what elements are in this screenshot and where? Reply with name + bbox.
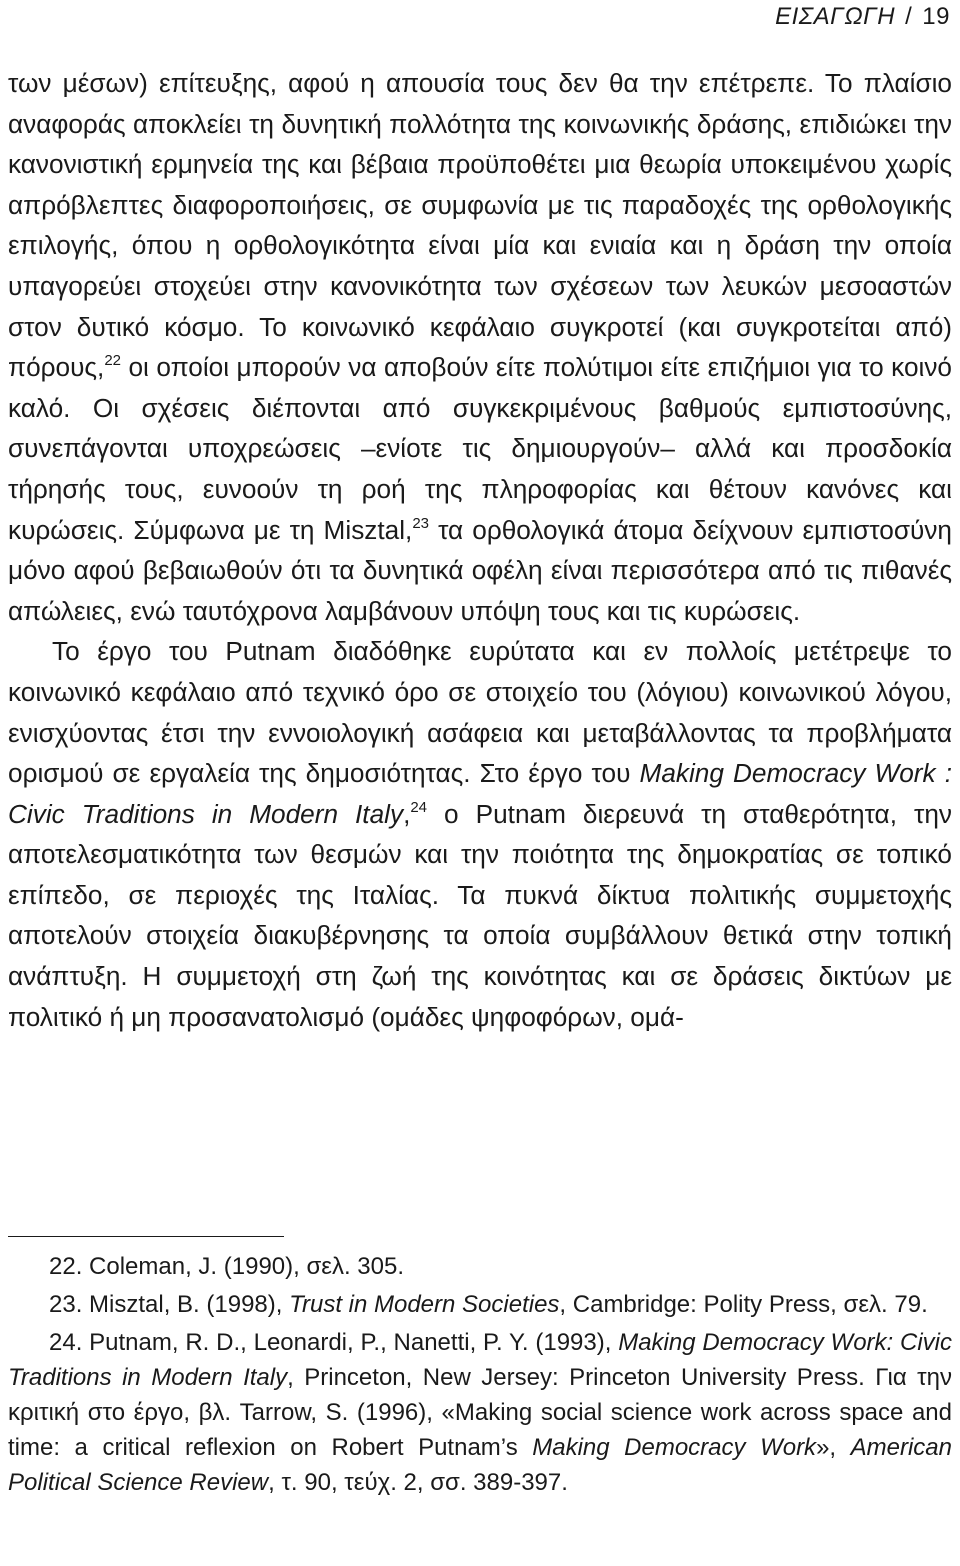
- footnote-24-text-c: »,: [816, 1434, 851, 1461]
- footnote-24-title-2: Making Democracy Work: [532, 1434, 817, 1461]
- footnote-ref-23: 23: [412, 514, 429, 532]
- footnote-22: [8, 1249, 952, 1284]
- paragraph-2: [8, 631, 952, 1037]
- paragraph-1-text-a: των μέσων) επίτευξης, αφού η απουσία τους δεν θα την επέτρεπε. Το πλαίσιο αναφοράς αποκλείει τη δυνητική πολλότητα της κοινωνικής δράσης, επιδιώκει την κανονιστική ερμηνεία της και βέβαια προϋποθέτει μια θεωρία υποκειμένου χωρίς απρόβλεπτες διαφοροποιήσεις, σε συμφωνία με τις παραδοχές της ορθολογικής επιλογής, όπου η ορθολογικότητα είναι μία και ενιαία και η δράση την οποία υπαγορεύει στοχεύει στην κανονικότητα των σχέσεων των λευκών μεσοαστών στον δυτικό κόσμο. Το κοινωνικό κεφάλαιο συγκροτεί (και συγκροτείται από) πόρους,: [8, 68, 952, 383]
- paragraph-1-text-b: οι οποίοι μπορούν να αποβούν είτε πολύτιμοι είτε επιζήμιοι για το κοινό καλό. Οι σχέσεις διέπονται από συγκεκριμένους βαθμούς εμπιστοσύνης, συνεπάγονται υποχρεώσεις –ενίοτε τις δημιουργούν– αλλά και προσδοκία τήρησής τους, ευνοούν τη ροή της πληροφορίας και θέτουν κανόνες και κυρώσεις. Σύμφωνα με τη Misztal,: [8, 352, 952, 545]
- paragraph-2-comma: ,: [403, 798, 411, 829]
- footnote-ref-24: 24: [410, 798, 428, 816]
- header-section-title: ΕΙΣΑΓΩΓΗ: [775, 3, 896, 30]
- book-title: Making Democracy Work : Civic Traditions in Modern Italy: [8, 758, 952, 829]
- footnote-ref-22: 22: [104, 352, 121, 370]
- footnote-24-title-1: Making Democracy Work: Civic Traditions in Modern Italy: [8, 1329, 952, 1391]
- paragraph-1-text-c: τα ορθολογικά άτομα δείχνουν εμπιστοσύνη μόνο αφού βεβαιωθούν ότι τα δυνητικά οφέλη είναι περισσότερα από τις πιθανές απώλειες, ενώ ταυτόχρονα λαμβάνουν υπόψη τους και τις κυρώσεις.: [8, 514, 952, 626]
- body-text: [8, 63, 952, 1037]
- footnotes: [8, 1249, 952, 1500]
- page-number: 19: [922, 3, 950, 30]
- footnote-24-text-a: 24. Putnam, R. D., Leonardi, P., Nanetti, P. Y. (1993),: [49, 1329, 619, 1356]
- running-header: [775, 2, 950, 32]
- footnote-23: [8, 1287, 952, 1322]
- footnote-23-text-a: 23. Misztal, B. (1998),: [49, 1291, 290, 1318]
- footnote-22-text: 22. Coleman, J. (1990), σελ. 305.: [49, 1253, 405, 1280]
- paragraph-2-text-b: ο Putnam διερευνά τη σταθερότητα, την αποτελεσματικότητα των θεσμών και την ποιότητα της δημοκρατίας σε τοπικό επίπεδο, σε περιοχές της Ιταλίας. Τα πυκνά δίκτυα πολιτικής συμμετοχής αποτελούν στοιχεία διακυβέρνησης τα οποία συμβάλλουν θετικά στην τοπική ανάπτυξη. Η συμμετοχή στη ζωή της κοινότητας και σε δράσεις δικτύων με πολιτικό ή μη προσανατολισμό (ομάδες ψηφοφόρων, ομά-: [8, 798, 952, 1032]
- footnote-24-journal: American Political Science Review: [8, 1434, 952, 1496]
- footnote-24-text-b: , Princeton, New Jersey: Princeton University Press. Για την κριτική στο έργο, βλ. Tarrow, S. (1996), «Making social science work across space and time: a critical reflexion on Robert Putnam’s: [8, 1364, 953, 1461]
- footnote-24-text-d: , τ. 90, τεύχ. 2, σσ. 389-397.: [268, 1469, 568, 1496]
- header-separator: /: [905, 3, 913, 30]
- paragraph-2-text-a: Το έργο του Putnam διαδόθηκε ευρύτατα και εν πολλοίς μετέτρεψε το κοινωνικό κεφάλαιο από τεχνικό όρο σε στοιχείο του (λόγιου) κοινωνικού λόγου, ενισχύοντας έτσι την εννοιολογική ασάφεια και μεταβάλλοντας τα προβλήματα ορισμού σε εργαλεία της δημοσιότητας. Στο έργο του: [8, 636, 952, 789]
- footnote-divider: [8, 1236, 284, 1237]
- footnote-23-title: Trust in Modern Societies: [289, 1291, 560, 1318]
- footnote-24: [8, 1325, 952, 1500]
- paragraph-1: [8, 63, 952, 631]
- footnote-23-text-b: , Cambridge: Polity Press, σελ. 79.: [559, 1291, 928, 1318]
